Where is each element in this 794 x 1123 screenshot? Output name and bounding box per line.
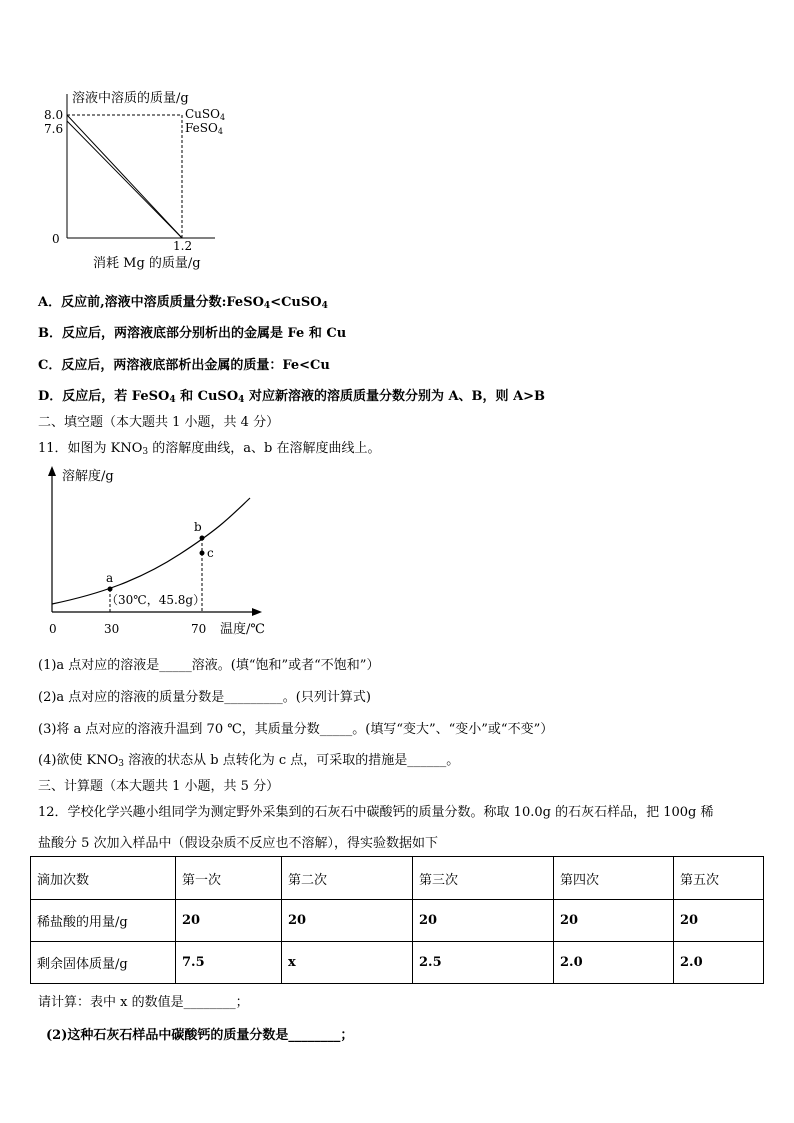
xtick-70: 70 xyxy=(191,622,207,636)
q11-part-4: (4)欲使 $KNO_3$ 溶液的状态从 b 点转化为 c 点，可采取的措施是______。 xyxy=(38,753,460,769)
table-cell: 20 xyxy=(554,900,674,942)
q11-part-3: (3)将 a 点对应的溶液升温到 70 ℃，其质量分数_____。(填写“变大”、“变小”或“不变”） xyxy=(38,722,554,737)
table-cell: 剩余固体质量/g xyxy=(31,942,176,984)
xtick-30: 30 xyxy=(104,622,120,636)
table-cell: 20 xyxy=(176,900,282,942)
table-cell: 7.5 xyxy=(176,942,282,984)
table-cell: 20 xyxy=(413,900,554,942)
option-c: C．反应后，两溶液底部析出金属的质量：Fe<Cu xyxy=(38,358,330,373)
option-a: A．反应前,溶液中溶质质量分数:FeSO$_4$<CuSO$_4$ xyxy=(38,295,328,311)
y-axis-label: 溶解度/g xyxy=(62,469,114,484)
experiment-data-table xyxy=(30,856,764,984)
table-cell: x xyxy=(282,942,413,984)
option-d: D．反应后，若 FeSO$_4$ 和 CuSO$_4$ 对应新溶液的溶质质量分数分别为 A、B，则 A>B xyxy=(38,389,546,405)
q12-calc-2: (2)这种石灰石样品中碳酸钙的质量分数是________； xyxy=(46,1028,354,1043)
point-a xyxy=(108,587,113,592)
q11-part-2: (2)a 点对应的溶液的质量分数是_________。(只列计算式) xyxy=(38,690,371,705)
xtick-1.2: 1.2 xyxy=(173,239,193,253)
table-header-cell: 第四次 xyxy=(554,857,674,900)
option-b: B．反应后，两溶液底部分别析出的金属是 Fe 和 Cu xyxy=(38,326,347,341)
table-row xyxy=(31,900,764,942)
q12-calc-1: 请计算：表中 x 的数值是________； xyxy=(38,995,249,1010)
x-axis-label: 温度/℃ xyxy=(220,622,265,637)
table-header-cell: 第五次 xyxy=(674,857,764,900)
point-a-annotation: （30℃，45.8g） xyxy=(106,593,206,607)
section-2-heading: 二、填空题（本大题共 1 小题，共 4 分） xyxy=(38,415,280,430)
table-header-cell: 第一次 xyxy=(176,857,282,900)
table-header-cell: 滴加次数 xyxy=(31,857,176,900)
point-b-label: b xyxy=(194,520,202,534)
ytick-8: 8.0 xyxy=(44,108,64,122)
series-cuso4 xyxy=(67,115,182,238)
table-row xyxy=(31,942,764,984)
question-11: 11．如图为 $KNO_3$ 的溶解度曲线，a、b 在溶解度曲线上。 xyxy=(38,441,381,457)
table-cell: 20 xyxy=(282,900,413,942)
legend-feso4: FeSO4 xyxy=(185,121,223,136)
question-12-line-2: 盐酸分 5 次加入样品中（假设杂质不反应也不溶解），得实验数据如下 xyxy=(38,836,439,851)
ytick-0: 0 xyxy=(52,232,60,246)
point-c-label: c xyxy=(207,546,214,560)
table-cell: 2.0 xyxy=(554,942,674,984)
table-header-cell: 第三次 xyxy=(413,857,554,900)
solubility-curve xyxy=(52,498,250,604)
table-cell: 稀盐酸的用量/g xyxy=(31,900,176,942)
q11-part-1: (1)a 点对应的溶液是_____溶液。(填“饱和”或者“不饱和”） xyxy=(38,658,380,673)
y-axis-label: 溶液中溶质的质量/g xyxy=(72,91,189,106)
y-axis-arrow xyxy=(48,466,56,476)
x-axis-label: 消耗 Mg 的质量/g xyxy=(93,256,201,271)
point-c xyxy=(200,551,205,556)
xtick-0: 0 xyxy=(49,622,57,636)
table-cell: 2.0 xyxy=(674,942,764,984)
table-cell: 20 xyxy=(674,900,764,942)
x-axis-arrow xyxy=(252,608,262,616)
point-a-label: a xyxy=(106,571,114,585)
ytick-7.6: 7.6 xyxy=(44,122,64,136)
table-header-row xyxy=(31,857,764,900)
legend-cuso4: CuSO4 xyxy=(185,107,226,122)
section-3-heading: 三、计算题（本大题共 1 小题，共 5 分） xyxy=(38,779,280,794)
question-12-line-1: 12．学校化学兴趣小组同学为测定野外采集到的石灰石中碳酸钙的质量分数。称取 10.0g 的石灰石样品，把 100g 稀 xyxy=(38,805,714,820)
point-b xyxy=(200,536,205,541)
series-feso4 xyxy=(67,121,182,238)
kno3-solubility-chart xyxy=(40,462,280,642)
mg-solute-chart xyxy=(40,80,240,280)
table-cell: 2.5 xyxy=(413,942,554,984)
table-header-cell: 第二次 xyxy=(282,857,413,900)
